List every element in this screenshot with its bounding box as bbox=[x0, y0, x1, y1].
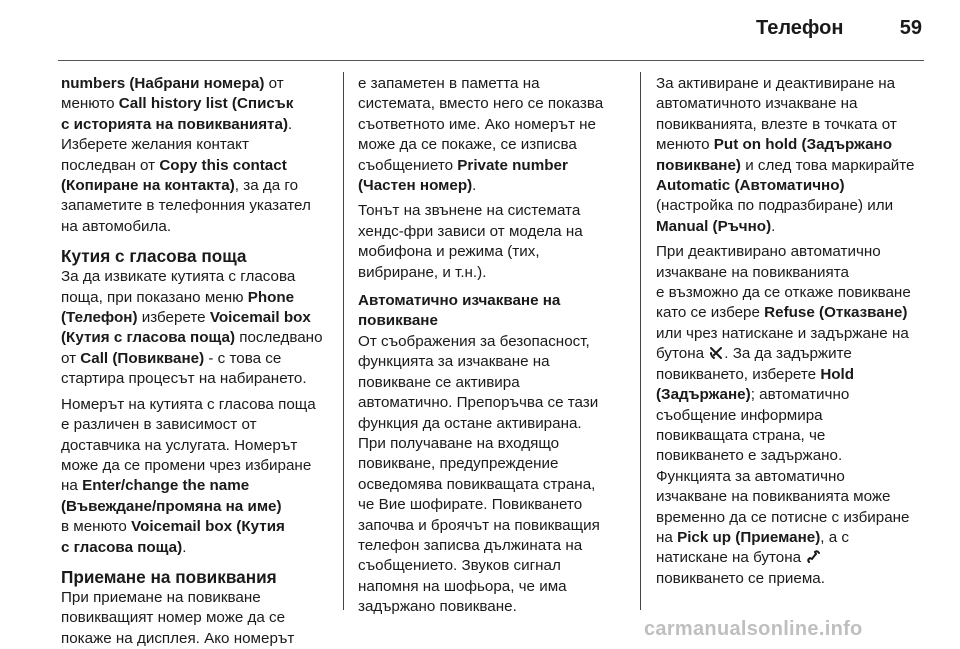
text-line: повикването, изберете Hold bbox=[656, 365, 855, 383]
text-line: осведомява повикващата страна, bbox=[358, 475, 596, 493]
text-line: повикване) и след това маркирайте bbox=[656, 156, 915, 174]
text-line: При приемане на повикване bbox=[61, 588, 261, 606]
text-line: Номерът на кутията с гласова поща bbox=[61, 395, 316, 413]
text-line: като се избере Refuse (Отказване) bbox=[656, 304, 908, 322]
text-line: започва и броячът на повикващия bbox=[358, 516, 600, 534]
paragraph bbox=[358, 74, 632, 196]
text-line: от Call (Повикване) - с това се bbox=[61, 349, 282, 367]
text-line: на автомобила. bbox=[61, 217, 172, 235]
text-line: повикващата страна, че bbox=[656, 426, 826, 444]
text-line: (Въвеждане/промяна на име) bbox=[61, 497, 282, 515]
text-line: изчакване на повикванията може bbox=[656, 488, 891, 506]
text-line: (настройка по подразбиране) или bbox=[656, 197, 894, 215]
column-1 bbox=[61, 74, 331, 649]
text-line: на Enter/change the name bbox=[61, 477, 250, 495]
text-line: временно да се потисне с избиране bbox=[656, 508, 910, 526]
paragraph bbox=[358, 332, 632, 618]
text-line: съответното име. Ако номерът не bbox=[358, 115, 596, 133]
column-3 bbox=[656, 74, 938, 589]
text-line: телефон записва дължината на bbox=[358, 536, 583, 554]
paragraph bbox=[358, 201, 632, 283]
paragraph bbox=[656, 74, 938, 237]
text-line: При деактивирано автоматично bbox=[656, 243, 881, 261]
text-line: повикванията, влезте в точката от bbox=[656, 115, 897, 133]
header-rule bbox=[58, 60, 924, 61]
text-line: мобифона и режима (тих, bbox=[358, 243, 540, 261]
pick-up-phone-icon bbox=[806, 550, 820, 564]
column-2 bbox=[358, 74, 632, 618]
text-line: задържано повикване. bbox=[358, 598, 517, 616]
section-heading-receiving-calls: Приемане на повиквания bbox=[61, 566, 277, 587]
text-line: От съображения за безопасност, bbox=[358, 332, 590, 350]
text-line: (Кутия с гласова поща) последвано bbox=[61, 329, 323, 347]
text-line: менюто Call history list (Списък bbox=[61, 95, 294, 113]
text-line: Automatic (Автоматично) bbox=[656, 177, 845, 195]
text-line: с историята на повикванията). bbox=[61, 115, 293, 133]
text-line: (Копиране на контакта), за да го bbox=[61, 177, 299, 195]
text-line: повикването се приема. bbox=[656, 569, 825, 587]
watermark: carmanualsonline.info bbox=[644, 618, 863, 640]
subheading-line: повикване bbox=[358, 312, 438, 330]
text-line: на Pick up (Приемане), а с bbox=[656, 528, 849, 546]
text-line: изчакване на повикванията bbox=[656, 263, 849, 281]
text-line: менюто Put on hold (Задържано bbox=[656, 136, 892, 154]
text-line: автоматичното изчакване на bbox=[656, 95, 858, 113]
text-line: че Вие шофирате. Повикването bbox=[358, 496, 583, 514]
text-line: съобщението Private number bbox=[358, 156, 568, 174]
paragraph bbox=[656, 242, 938, 589]
column-separator bbox=[640, 72, 641, 610]
text-line: с гласова поща). bbox=[61, 538, 187, 556]
text-line: в менюто Voicemail box (Кутия bbox=[61, 518, 285, 536]
text-line: е различен в зависимост от bbox=[61, 416, 257, 434]
column-separator bbox=[343, 72, 344, 610]
paragraph bbox=[61, 395, 331, 558]
section-heading-voicemail: Кутия с гласова поща bbox=[61, 246, 247, 267]
text-line: Тонът на звънене на системата bbox=[358, 202, 581, 220]
text-line: Изберете желания контакт bbox=[61, 136, 249, 154]
text-line: функцията за изчакване на bbox=[358, 353, 550, 371]
text-line: може да се промени чрез избиране bbox=[61, 456, 312, 474]
text-line: доставчика на услугата. Номерът bbox=[61, 436, 298, 454]
text-line: (Задържане); автоматично bbox=[656, 386, 850, 404]
text-line: натискане на бутона bbox=[656, 548, 938, 568]
text-line: повикването е задържано. bbox=[656, 447, 843, 465]
paragraph bbox=[61, 267, 331, 389]
text-line: За активиране и деактивиране на bbox=[656, 75, 896, 92]
text-line: или чрез натискане и задържане на bbox=[656, 324, 909, 342]
text-line: При получаване на входящо bbox=[358, 434, 560, 452]
text-line: покаже на дисплея. Ако номерът bbox=[61, 629, 295, 647]
text-line: вибриране, и т.н.). bbox=[358, 263, 487, 281]
text-line: Функцията за автоматично bbox=[656, 467, 845, 485]
text-line: повикване, предупреждение bbox=[358, 455, 559, 473]
text-line: хендс-фри зависи от модела на bbox=[358, 222, 583, 240]
text-line: е запаметен в паметта на bbox=[358, 75, 540, 92]
text-line: е възможно да се откаже повикване bbox=[656, 284, 911, 302]
paragraph bbox=[61, 588, 331, 649]
subheading-line: Автоматично изчакване на bbox=[358, 292, 561, 310]
text-line: повикващият номер може да се bbox=[61, 609, 286, 627]
text-line: Manual (Ръчно). bbox=[656, 217, 776, 235]
text-block bbox=[656, 365, 938, 549]
text-block bbox=[656, 242, 938, 344]
text-line: системата, вместо него се показва bbox=[358, 95, 604, 113]
page-header bbox=[0, 0, 960, 62]
text-line: съобщение информира bbox=[656, 406, 823, 424]
text-line: бутона . За да задържите bbox=[656, 345, 852, 363]
header-title: Телефон bbox=[756, 17, 844, 39]
text-line: (Частен номер). bbox=[358, 177, 477, 195]
hang-up-phone-icon bbox=[709, 346, 723, 360]
text-line: функция да остане активирана. bbox=[358, 414, 582, 432]
text-line: последван от Copy this contact bbox=[61, 156, 287, 174]
subheading-auto-call-waiting bbox=[358, 291, 632, 332]
text-line: напомня на шофьора, че има bbox=[358, 577, 567, 595]
text-line: стартира процесът на набирането. bbox=[61, 370, 307, 388]
text-line: запаметите в телефонния указател bbox=[61, 197, 311, 215]
text-line: може да се покаже, се изписва bbox=[358, 136, 577, 154]
text-line: За да извикате кутията с гласова bbox=[61, 268, 296, 286]
text-line: автоматично. Препоръчва се тази bbox=[358, 394, 599, 412]
text-line: (Телефон) изберете Voicemail box bbox=[61, 309, 311, 327]
text-line: съобщението. Звуков сигнал bbox=[358, 557, 561, 575]
paragraph bbox=[61, 74, 331, 237]
text-line: поща, при показано меню Phone bbox=[61, 288, 295, 306]
text-line: повикване се активира bbox=[358, 373, 520, 391]
text-line: numbers (Набрани номера) от bbox=[61, 75, 284, 92]
page-number: 59 bbox=[899, 17, 922, 39]
